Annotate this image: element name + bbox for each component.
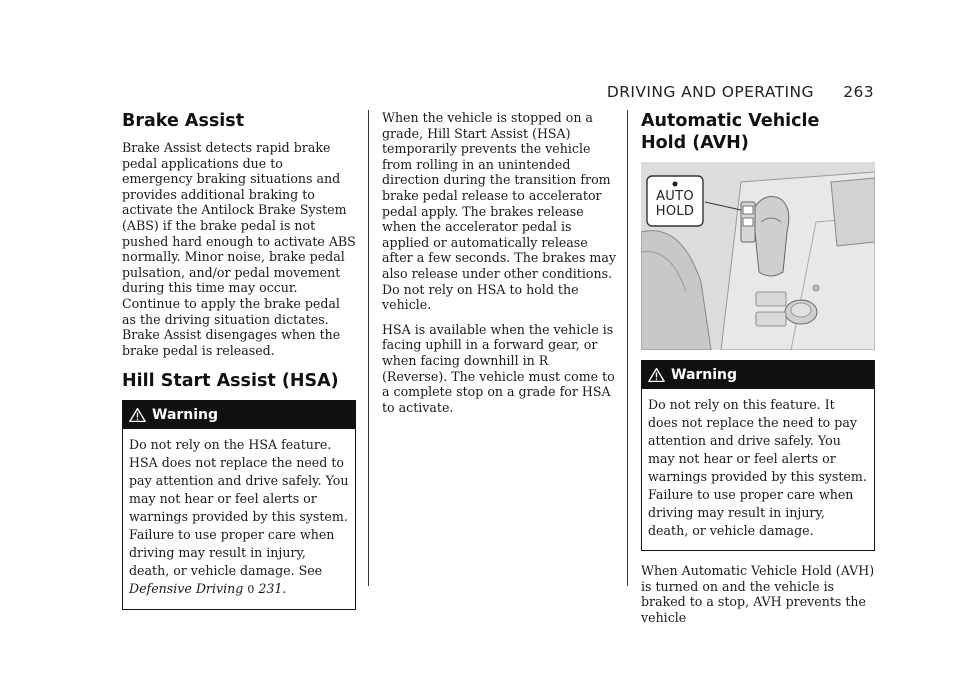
avh-console-illustration bbox=[641, 162, 875, 350]
avh-heading: Automatic Vehicle Hold (AVH) bbox=[641, 111, 820, 153]
avh-warning-label: Warning bbox=[671, 367, 738, 383]
column-3 bbox=[641, 110, 875, 634]
brake-assist-paragraph: Brake Assist detects rapid brake pedal applications due to emergency braking situations and provides additional braking to activate the Antilock Brake System (ABS) if the brake pedal is not pushed hard enough to activate ABS normally. Minor noise, brake pedal pulsation, and/or pedal movement during this time may occur. Continue to apply the brake pedal as the driving situation dictates. Brake Assist disengages when the brake pedal is released. bbox=[122, 140, 356, 358]
hsa-warning-text: Do not rely on the HSA feature. HSA does not replace the need to pay attention and drive safely. You may not hear or feel alerts or warnings provided by this system. Failure to use proper care when driving may result in injury, death, or vehicle damage. See Defensive Driving 0 231. bbox=[129, 437, 349, 597]
hsa-warning-box bbox=[122, 400, 356, 610]
section-title: DRIVING AND OPERATING bbox=[606, 83, 814, 101]
defensive-driving-link[interactable]: Defensive Driving bbox=[129, 581, 244, 597]
brake-assist-heading: Brake Assist bbox=[122, 111, 245, 131]
avh-paragraph-1: When Automatic Vehicle Hold (AVH) is turned on and the vehicle is braked to a stop, AVH prevents the vehicle bbox=[641, 563, 875, 625]
avh-warning-text: Do not rely on this feature. It does not replace the need to pay attention and drive safely. You may not hear or feel alerts or warnings provided by this system. Failure to use proper care when driving may result in injury, death, or vehicle damage. bbox=[648, 397, 867, 538]
avh-warning-header bbox=[642, 361, 874, 389]
hsa-warning-header bbox=[123, 401, 355, 429]
auto-label: AUTO bbox=[656, 189, 694, 204]
cross-reference-icon: 0 bbox=[247, 583, 255, 597]
hsa-paragraph-2: HSA is available when the vehicle is facing uphill in a forward gear, or when facing downhill in R (Reverse). The vehicle must come to a complete stop on a grade for HSA to activate. bbox=[382, 321, 615, 415]
hold-label: HOLD bbox=[655, 204, 695, 219]
column-divider-1 bbox=[368, 110, 369, 586]
column-2 bbox=[382, 110, 616, 424]
column-divider-2 bbox=[627, 110, 628, 586]
auto-hold-button-callout bbox=[647, 189, 703, 219]
column-1 bbox=[122, 110, 356, 622]
avh-warning-box bbox=[641, 360, 875, 551]
warning-triangle-icon bbox=[648, 367, 665, 383]
page-reference[interactable]: 231 bbox=[254, 581, 283, 597]
page-number: 263 bbox=[843, 83, 874, 101]
hsa-heading: Hill Start Assist (HSA) bbox=[122, 371, 339, 392]
warning-triangle-icon bbox=[129, 407, 146, 423]
page-header bbox=[607, 83, 874, 101]
hsa-paragraph-1: When the vehicle is stopped on a grade, Hill Start Assist (HSA) temporarily prevents the vehicle from rolling in an unintended direction during the transition from brake pedal release to accelerator pedal apply. The brakes release when the accelerator pedal is applied or automatically release after a few seconds. The brakes may also release under other conditions. Do not rely on HSA to hold the vehicle. bbox=[382, 110, 616, 313]
hsa-warning-label: Warning bbox=[152, 407, 219, 424]
